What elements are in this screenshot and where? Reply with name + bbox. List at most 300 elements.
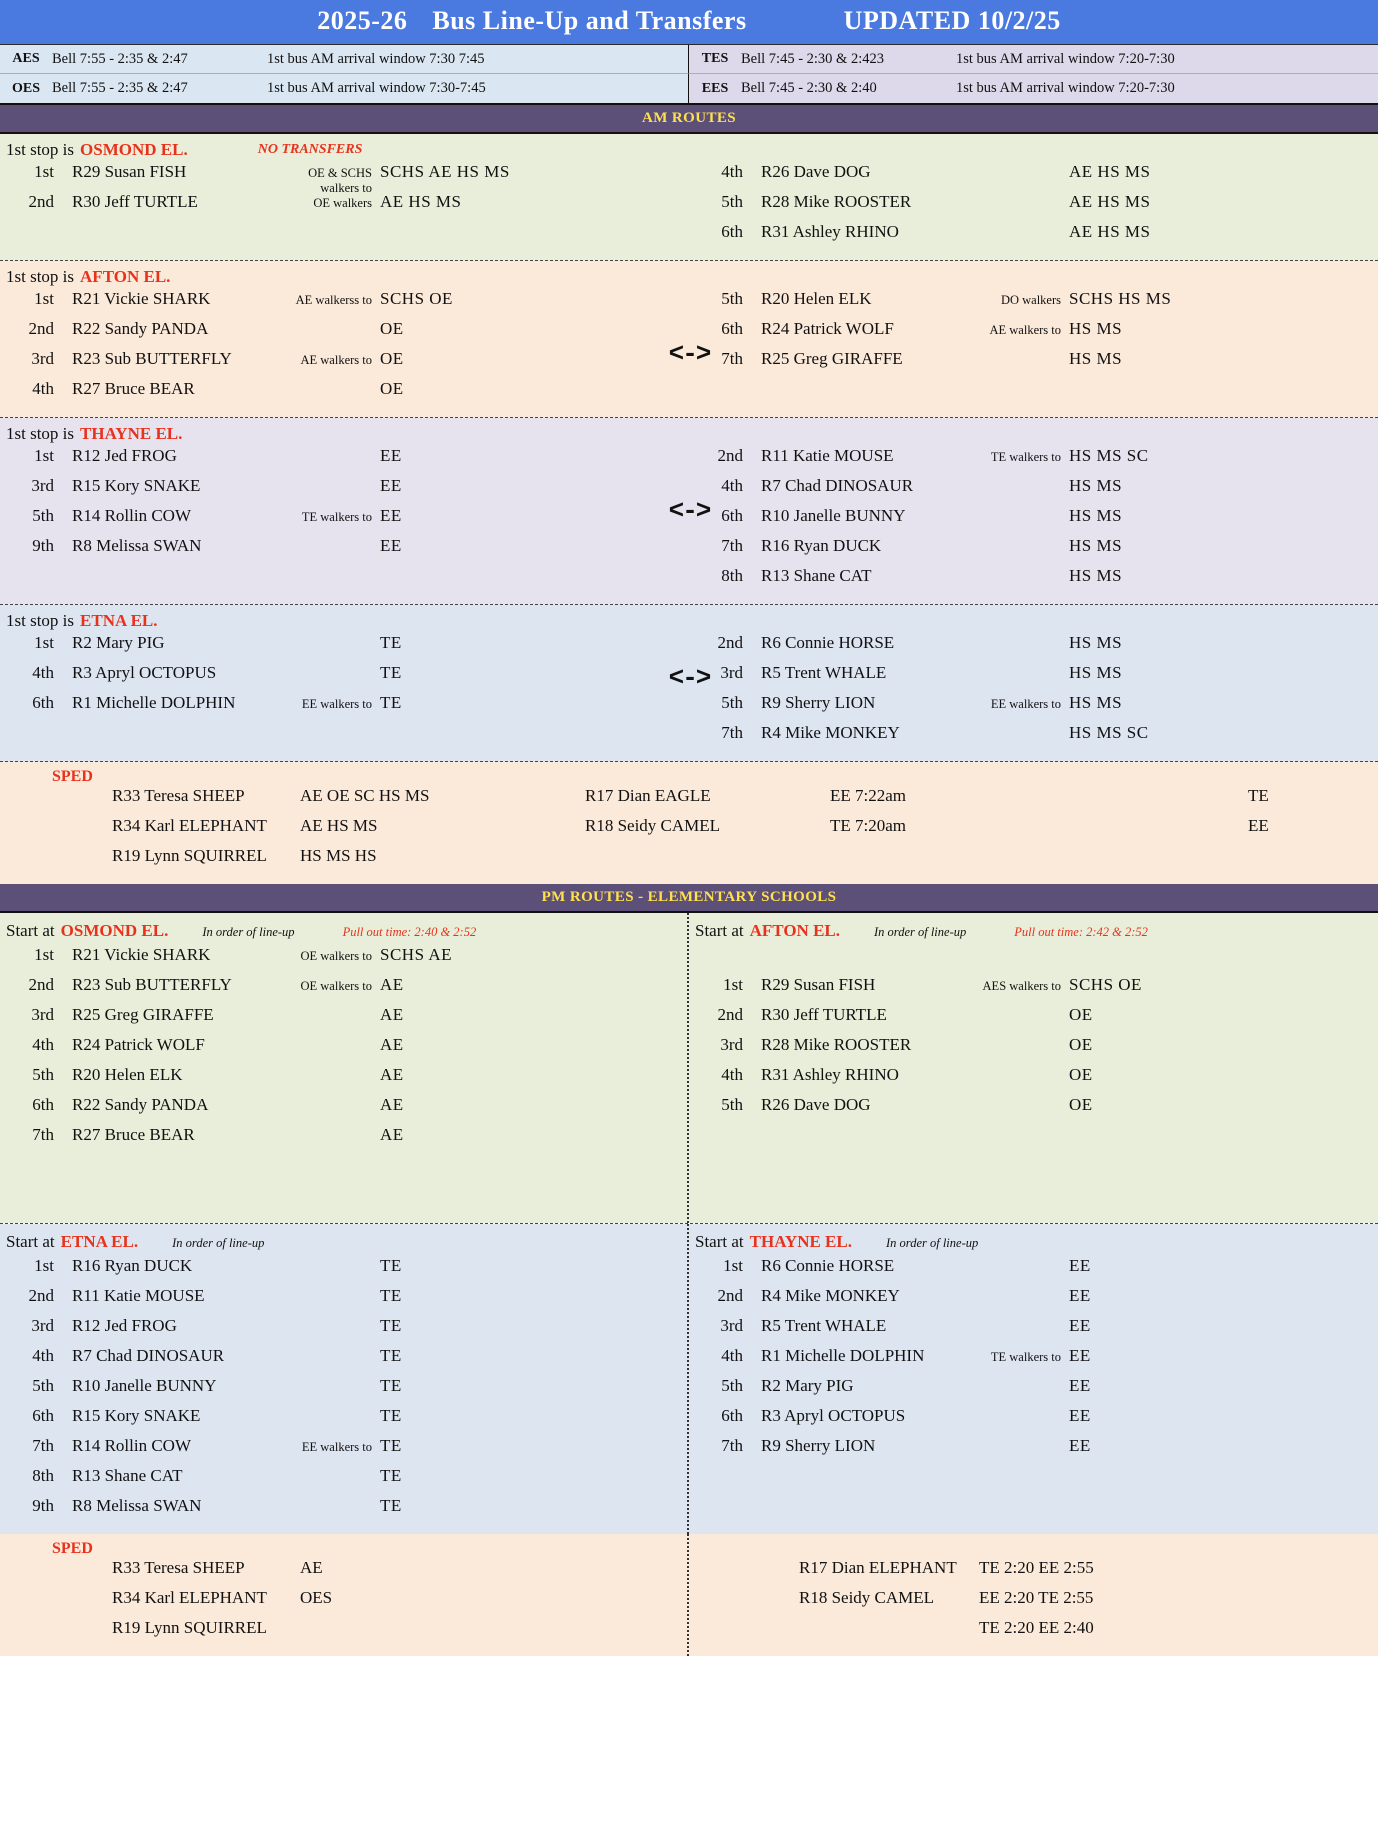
destinations: EE <box>1069 1286 1091 1305</box>
route-name: R24 Patrick WOLF <box>761 319 894 338</box>
bell-schedule-right <box>689 45 1378 103</box>
order: 5th <box>721 693 743 712</box>
route-name: R11 Katie MOUSE <box>72 1286 205 1305</box>
route-row <box>0 633 689 663</box>
route-name: R9 Sherry LION <box>761 1436 876 1455</box>
destinations: SCHS AE HS MS <box>380 162 510 181</box>
route-row <box>0 349 689 379</box>
school-year: 2025-26 <box>317 6 408 35</box>
school-name: THAYNE EL. <box>80 424 183 443</box>
arrival-window: 1st bus AM arrival window 7:30 7:45 <box>267 50 485 67</box>
bell-time: Bell 7:55 - 2:35 & 2:47 <box>52 80 188 96</box>
bell-time: Bell 7:55 - 2:35 & 2:47 <box>52 50 188 67</box>
am-block-thayne <box>0 418 1378 605</box>
route-name: R14 Rollin COW <box>72 506 192 525</box>
transfer-arrow-icon: <-> <box>668 496 710 526</box>
order: 4th <box>32 1346 54 1365</box>
order: 6th <box>721 319 743 338</box>
school-name: OSMOND EL. <box>60 921 169 940</box>
walkers-note: AES walkers to <box>982 979 1061 993</box>
route-name: R28 Mike ROOSTER <box>761 1035 912 1054</box>
route-name: R22 Sandy PANDA <box>72 1095 209 1114</box>
route-name: R16 Ryan DUCK <box>761 536 882 555</box>
route-name: R19 Lynn SQUIRREL <box>112 846 267 865</box>
order: 3rd <box>31 1005 54 1024</box>
route-name: R8 Melissa SWAN <box>72 536 202 555</box>
route-row <box>0 1035 687 1065</box>
stop-lead: 1st stop is <box>6 140 75 159</box>
order: 6th <box>721 506 743 525</box>
pm-sped-section <box>0 1534 1378 1656</box>
route-name: R34 Karl ELEPHANT <box>112 1588 267 1607</box>
block-heading <box>0 605 1378 633</box>
route-row <box>0 536 689 566</box>
route-row <box>689 1436 1378 1466</box>
route-row <box>0 446 689 476</box>
sped-row <box>689 1618 1378 1648</box>
am-routes-band: AM ROUTES <box>0 105 1378 134</box>
order: 1st <box>34 945 54 964</box>
route-row <box>689 1346 1378 1376</box>
route-name: R3 Apryl OCTOPUS <box>72 663 217 682</box>
destinations: EE <box>1069 1406 1091 1425</box>
order: 7th <box>32 1125 54 1144</box>
pm-block-etna <box>0 1224 689 1534</box>
order: 4th <box>32 663 54 682</box>
destinations: AE HS MS <box>300 816 378 835</box>
destinations: AE <box>380 1005 404 1024</box>
destinations: TE 2:20 EE 2:40 <box>979 1618 1094 1637</box>
order: 6th <box>721 1406 743 1425</box>
destinations: HS MS <box>1069 566 1123 585</box>
arrival-window: 1st bus AM arrival window 7:30-7:45 <box>267 80 486 96</box>
start-lead: Start at <box>695 921 744 940</box>
route-row <box>0 1256 687 1286</box>
walkers-note: OE walkers to <box>300 949 372 963</box>
order: 7th <box>721 536 743 555</box>
route-columns <box>0 162 1378 252</box>
order: 2nd <box>717 1286 743 1305</box>
route-name: R1 Michelle DOLPHIN <box>72 693 236 712</box>
route-name: R5 Trent WHALE <box>761 663 887 682</box>
route-row <box>689 476 1378 506</box>
route-name: R14 Rollin COW <box>72 1436 192 1455</box>
walkers-note: OE walkers <box>313 196 372 210</box>
start-lead: Start at <box>6 1232 55 1251</box>
route-column-right <box>689 162 1378 252</box>
route-row <box>689 506 1378 536</box>
spacer <box>689 1466 1378 1496</box>
am-block-osmond <box>0 134 1378 261</box>
bell-time: Bell 7:45 - 2:30 & 2:423 <box>741 50 884 67</box>
order: 5th <box>721 289 743 308</box>
order: 1st <box>34 162 54 181</box>
walkers-note: EE walkers to <box>301 1440 372 1454</box>
order: 5th <box>32 1376 54 1395</box>
destinations: EE 2:20 TE 2:55 <box>979 1588 1094 1607</box>
route-row <box>689 693 1378 723</box>
order: 1st <box>723 1256 743 1275</box>
destinations: AE <box>380 1125 404 1144</box>
order: 8th <box>721 566 743 585</box>
pickup-time: EE 7:22am <box>830 786 907 805</box>
order: 6th <box>721 222 743 241</box>
sped-row <box>0 816 1378 846</box>
order: 2nd <box>717 446 743 465</box>
route-name: R25 Greg GIRAFFE <box>761 349 903 368</box>
pm-block-afton <box>689 913 1378 1223</box>
order: 7th <box>721 723 743 742</box>
destinations: OES <box>300 1588 333 1607</box>
destinations: TE <box>380 693 402 712</box>
destinations: AE HS MS <box>1069 162 1151 181</box>
route-name: R5 Trent WHALE <box>761 1316 887 1335</box>
spacer <box>689 1185 1378 1215</box>
walkers-note: EE walkers to <box>990 697 1061 711</box>
order: 1st <box>34 446 54 465</box>
order: 3rd <box>31 476 54 495</box>
order-note: In order of line-up <box>202 925 295 939</box>
route-row <box>0 1406 687 1436</box>
destinations: OE <box>380 349 404 368</box>
pickup-time: TE 7:20am <box>830 816 907 835</box>
pull-out-time: Pull out time: 2:42 & 2:52 <box>1014 925 1148 939</box>
walkers-note: AE walkers to <box>989 323 1061 337</box>
destinations: OE <box>380 379 404 398</box>
order: 4th <box>721 1065 743 1084</box>
route-row <box>689 1035 1378 1065</box>
route-column-left <box>0 162 689 252</box>
bell-schedule <box>0 45 1378 105</box>
route-name: R12 Jed FROG <box>72 446 177 465</box>
order: 3rd <box>31 349 54 368</box>
destinations: OE <box>380 319 404 338</box>
order: 5th <box>721 1376 743 1395</box>
route-row <box>689 1256 1378 1286</box>
route-row <box>0 289 689 319</box>
sped-row <box>689 1588 1378 1618</box>
route-name: R28 Mike ROOSTER <box>761 192 912 211</box>
block-heading <box>689 1224 1378 1256</box>
destinations: TE <box>380 1376 402 1395</box>
route-row <box>689 1005 1378 1035</box>
route-row <box>689 663 1378 693</box>
walkers-note: DO walkers <box>1000 293 1061 307</box>
order: 2nd <box>717 633 743 652</box>
route-name: R18 Seidy CAMEL <box>799 1588 935 1607</box>
route-name: R11 Katie MOUSE <box>761 446 894 465</box>
order: 2nd <box>28 192 54 211</box>
route-name: R34 Karl ELEPHANT <box>112 816 267 835</box>
route-row <box>0 1065 687 1095</box>
order: 4th <box>721 476 743 495</box>
destinations: EE <box>380 476 402 495</box>
route-row <box>0 1466 687 1496</box>
destinations: TE <box>380 1346 402 1365</box>
spacer <box>0 1155 687 1185</box>
route-name: R23 Sub BUTTERFLY <box>72 975 232 994</box>
route-name: R23 Sub BUTTERFLY <box>72 349 232 368</box>
route-row <box>0 506 689 536</box>
pm-top-row <box>0 913 1378 1224</box>
route-row <box>0 945 687 975</box>
route-column-left <box>0 633 689 753</box>
order: 1st <box>34 289 54 308</box>
route-name: R12 Jed FROG <box>72 1316 177 1335</box>
destinations: AE OE SC HS MS <box>300 786 430 805</box>
route-name: R20 Helen ELK <box>72 1065 183 1084</box>
order: 7th <box>721 349 743 368</box>
destinations: TE <box>380 1496 402 1515</box>
sped-row <box>689 1558 1378 1588</box>
destinations: AE <box>380 1035 404 1054</box>
route-name: R7 Chad DINOSAUR <box>72 1346 225 1365</box>
route-row <box>0 162 689 195</box>
school-code: EES <box>701 80 729 96</box>
route-row <box>0 693 689 723</box>
destinations: HS MS <box>1069 476 1123 495</box>
route-row <box>689 162 1378 192</box>
route-name: R26 Dave DOG <box>761 162 871 181</box>
sped-row <box>0 1618 687 1648</box>
route-name: R10 Janelle BUNNY <box>761 506 906 525</box>
bell-schedule-left <box>0 45 689 103</box>
route-row <box>0 319 689 349</box>
route-name: R29 Susan FISH <box>761 975 876 994</box>
route-name: R17 Dian ELEPHANT <box>799 1558 957 1577</box>
order: 3rd <box>720 663 743 682</box>
route-name: R15 Kory SNAKE <box>72 1406 201 1425</box>
order: 3rd <box>720 1316 743 1335</box>
route-row <box>689 349 1378 379</box>
order: 6th <box>32 1406 54 1425</box>
destinations: AE <box>300 1558 323 1577</box>
destinations: EE <box>1069 1316 1091 1335</box>
school-name: ETNA EL. <box>60 1232 139 1251</box>
route-row <box>0 192 689 222</box>
stop-lead: 1st stop is <box>6 424 75 443</box>
order: 8th <box>32 1466 54 1485</box>
route-name: R31 Ashley RHINO <box>761 222 899 241</box>
block-heading <box>689 913 1378 945</box>
route-row <box>0 1286 687 1316</box>
route-name: R21 Vickie SHARK <box>72 289 211 308</box>
route-name: R31 Ashley RHINO <box>761 1065 899 1084</box>
order: 5th <box>721 192 743 211</box>
route-row <box>689 289 1378 319</box>
route-name: R10 Janelle BUNNY <box>72 1376 217 1395</box>
route-name: R25 Greg GIRAFFE <box>72 1005 214 1024</box>
route-name: R22 Sandy PANDA <box>72 319 209 338</box>
route-name: R2 Mary PIG <box>72 633 165 652</box>
order: 1st <box>723 975 743 994</box>
start-lead: Start at <box>6 921 55 940</box>
school-code: AES <box>12 51 40 66</box>
route-row <box>689 1316 1378 1346</box>
walkers-note: OE walkers to <box>300 979 372 993</box>
destinations: TE <box>380 1256 402 1275</box>
route-column-right <box>689 446 1378 596</box>
route-name: R27 Bruce BEAR <box>72 1125 195 1144</box>
destinations: TE 2:20 EE 2:55 <box>979 1558 1094 1577</box>
route-name: R1 Michelle DOLPHIN <box>761 1346 925 1365</box>
order: 2nd <box>28 319 54 338</box>
order: 6th <box>32 693 54 712</box>
destinations: TE <box>380 1406 402 1425</box>
route-name: R13 Shane CAT <box>72 1466 183 1485</box>
pm-block-thayne <box>689 1224 1378 1534</box>
route-name: R33 Teresa SHEEP <box>112 786 245 805</box>
destinations: EE <box>1069 1256 1091 1275</box>
route-row <box>689 633 1378 663</box>
route-name: R15 Kory SNAKE <box>72 476 201 495</box>
destinations: HS MS <box>1069 506 1123 525</box>
order: 4th <box>32 1035 54 1054</box>
destinations: TE <box>1248 786 1269 805</box>
destinations: TE <box>380 633 402 652</box>
route-row <box>0 1346 687 1376</box>
route-name: R2 Mary PIG <box>761 1376 854 1395</box>
block-heading <box>0 1224 687 1256</box>
route-column-left <box>0 446 689 596</box>
walkers-note: AE walkers to <box>300 353 372 367</box>
order: 2nd <box>28 1286 54 1305</box>
route-row <box>0 1095 687 1125</box>
sped-row <box>0 1558 687 1588</box>
pm-sped-right <box>689 1534 1378 1656</box>
order: 9th <box>32 1496 54 1515</box>
destinations: AE HS MS <box>1069 222 1151 241</box>
route-name: R30 Jeff TURTLE <box>761 1005 887 1024</box>
pm-bottom-row <box>0 1224 1378 1534</box>
destinations: OE <box>1069 1005 1093 1024</box>
bell-row <box>0 45 689 74</box>
route-name: R8 Melissa SWAN <box>72 1496 202 1515</box>
destinations: HS MS <box>1069 349 1123 368</box>
destinations: EE <box>380 536 402 555</box>
destinations: OE <box>1069 1065 1093 1084</box>
pull-out-time: Pull out time: 2:40 & 2:52 <box>342 925 477 939</box>
route-row <box>0 379 689 409</box>
destinations: EE <box>380 446 402 465</box>
order: 9th <box>32 536 54 555</box>
order: 3rd <box>720 1035 743 1054</box>
am-block-etna <box>0 605 1378 762</box>
route-name: R20 Helen ELK <box>761 289 872 308</box>
sped-row <box>0 786 1378 816</box>
route-name: R26 Dave DOG <box>761 1095 871 1114</box>
route-row <box>689 319 1378 349</box>
bell-row <box>689 74 1378 103</box>
destinations: EE <box>1069 1346 1091 1365</box>
school-name: THAYNE EL. <box>749 1232 852 1251</box>
sped-label: SPED <box>52 1540 93 1557</box>
route-row <box>689 1095 1378 1125</box>
sped-label: SPED <box>52 768 93 785</box>
route-column-right <box>689 289 1378 409</box>
route-name: R16 Ryan DUCK <box>72 1256 193 1275</box>
stop-lead: 1st stop is <box>6 611 75 630</box>
arrival-window: 1st bus AM arrival window 7:20-7:30 <box>956 50 1175 67</box>
destinations: OE <box>1069 1095 1093 1114</box>
route-name: R4 Mike MONKEY <box>761 1286 900 1305</box>
block-heading <box>0 261 1378 289</box>
route-row <box>0 663 689 693</box>
route-columns <box>0 633 1378 753</box>
destinations: TE <box>380 1436 402 1455</box>
pm-block-osmond <box>0 913 689 1223</box>
route-name: R33 Teresa SHEEP <box>112 1558 245 1577</box>
route-row <box>0 1376 687 1406</box>
order: 7th <box>721 1436 743 1455</box>
route-name: R13 Shane CAT <box>761 566 872 585</box>
walkers-note: OE & SCHS walkers to <box>308 166 372 195</box>
destinations: HS MS SC <box>1069 723 1149 742</box>
destinations: EE <box>1248 816 1269 835</box>
route-row <box>689 222 1378 252</box>
order: 4th <box>721 162 743 181</box>
am-block-afton <box>0 261 1378 418</box>
walkers-note: TE walkers to <box>301 510 372 524</box>
order: 4th <box>721 1346 743 1365</box>
school-name: ETNA EL. <box>80 611 158 630</box>
destinations: TE <box>380 1286 402 1305</box>
page-title: Bus Line-Up and Transfers <box>432 6 747 35</box>
transfer-arrow-icon: <-> <box>668 663 710 693</box>
school-name: AFTON EL. <box>749 921 841 940</box>
route-name: R19 Lynn SQUIRREL <box>112 1618 267 1637</box>
order: 7th <box>32 1436 54 1455</box>
route-name: R29 Susan FISH <box>72 162 187 181</box>
destinations: TE <box>380 663 402 682</box>
route-row <box>0 1005 687 1035</box>
destinations: AE HS MS <box>380 192 462 211</box>
route-name: R21 Vickie SHARK <box>72 945 211 964</box>
route-row <box>689 1376 1378 1406</box>
destinations: EE <box>1069 1376 1091 1395</box>
pm-routes-band: PM ROUTES - ELEMENTARY SCHOOLS <box>0 884 1378 913</box>
destinations: SCHS AE <box>380 945 452 964</box>
order: 5th <box>32 1065 54 1084</box>
am-sped-block <box>0 762 1378 884</box>
walkers-note: TE walkers to <box>990 450 1061 464</box>
document-title-bar <box>0 0 1378 45</box>
route-row <box>0 1316 687 1346</box>
destinations: TE <box>380 1316 402 1335</box>
destinations: AE <box>380 1065 404 1084</box>
route-columns <box>0 446 1378 596</box>
pm-sped-left <box>0 1534 689 1656</box>
order: 4th <box>32 379 54 398</box>
destinations: AE <box>380 975 404 994</box>
route-column-left <box>0 289 689 409</box>
route-name: R24 Patrick WOLF <box>72 1035 205 1054</box>
destinations: HS MS HS <box>300 846 377 865</box>
destinations: AE <box>380 1095 404 1114</box>
bell-time: Bell 7:45 - 2:30 & 2:40 <box>741 80 877 96</box>
no-transfers-tag: NO TRANSFERS <box>257 142 363 157</box>
school-code: OES <box>11 80 40 96</box>
block-heading <box>0 134 1378 162</box>
route-row <box>0 1125 687 1155</box>
sped-row <box>0 846 1378 876</box>
route-row <box>689 723 1378 753</box>
route-row <box>0 476 689 506</box>
route-row <box>689 1065 1378 1095</box>
route-name: R6 Connie HORSE <box>761 633 895 652</box>
school-name: OSMOND EL. <box>80 140 188 159</box>
bell-row <box>689 45 1378 74</box>
